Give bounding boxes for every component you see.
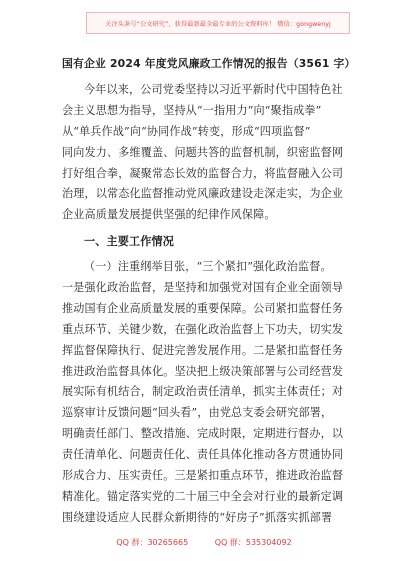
paragraph-line: 精准化。锚定落实党的二十届三中全会对行业的最新定调 <box>62 489 344 503</box>
footer-contact <box>0 537 408 548</box>
paragraph-line: 推动国有企业高质量发展的重要保障。公司紧扣监督任务 <box>62 301 344 315</box>
section-heading: 一、主要工作情况 <box>84 235 174 249</box>
paragraph-line: 责任清单化、问题责任化、责任具体化推动各方贯通协同 <box>62 448 344 462</box>
paragraph-line: 巡察审计反馈问题“回头看”，由党总支委会研究部署， <box>62 406 333 420</box>
paragraph-line: 推进政治监督具体化。坚决把上级决策部署与公司经营发 <box>62 364 344 378</box>
paragraph-line: 从“单兵作战”向“协同作战”转变，形成“四项监督” <box>62 124 311 138</box>
paragraph-line: 打好组合拳，凝聚常态长效的监督合力，将监督融入公司 <box>62 166 344 180</box>
paragraph-line: 展实际有机结合，制定政治责任清单，抓实主体责任；对 <box>62 385 344 399</box>
document-title: 国有企业 2024 年度党风廉政工作情况的报告（3561 字） <box>62 57 356 70</box>
paragraph-line: 今年以来，公司党委坚持以习近平新时代中国特色社 <box>84 83 343 96</box>
qq-group-2: QQ 群：535304092 <box>214 538 292 547</box>
paragraph-line: 挥监督保障执行、促进完善发展作用。二是紧扣监督任务 <box>62 343 344 357</box>
document-body <box>62 80 356 529</box>
paragraph-line: 重点环节、关键少数，在强化政治监督上下功夫，切实发 <box>62 322 344 336</box>
paragraph-line: 企业高质量发展提供坚强的纪律作风保障。 <box>62 208 276 222</box>
promo-banner: 关注头条号“公文研究”，获得最新最全最专业的公文资料库！ 微信：gongwenyj <box>86 12 350 34</box>
paragraph-line: （一）注重纲举目张，“三个紧扣”强化政治监督。 <box>84 260 332 274</box>
paragraph-line: 治理，以常态化监督推动党风廉政建设走深走实，为企业 <box>62 187 344 201</box>
paragraph-line: 会主义思想为指导，坚持从“一指用力”向“聚指成拳” <box>62 103 322 117</box>
paragraph-line: 形成合力、压实责任。三是紧扣重点环节，推进政治监督 <box>62 469 344 483</box>
paragraph-line: 围绕建设适应人民群众新期待的“好房子”抓落实抓部署 <box>62 510 333 524</box>
paragraph-line: 同向发力、多维覆盖、问题共答的监督机制，织密监督网 <box>62 145 344 159</box>
qq-group-1: QQ 群：30265665 <box>116 538 189 547</box>
paragraph-line: 明确责任部门、整改措施、完成时限，定期进行督办，以 <box>62 427 344 441</box>
paragraph-line: 一是强化政治监督，是坚持和加强党对国有企业全面领导 <box>62 281 344 295</box>
